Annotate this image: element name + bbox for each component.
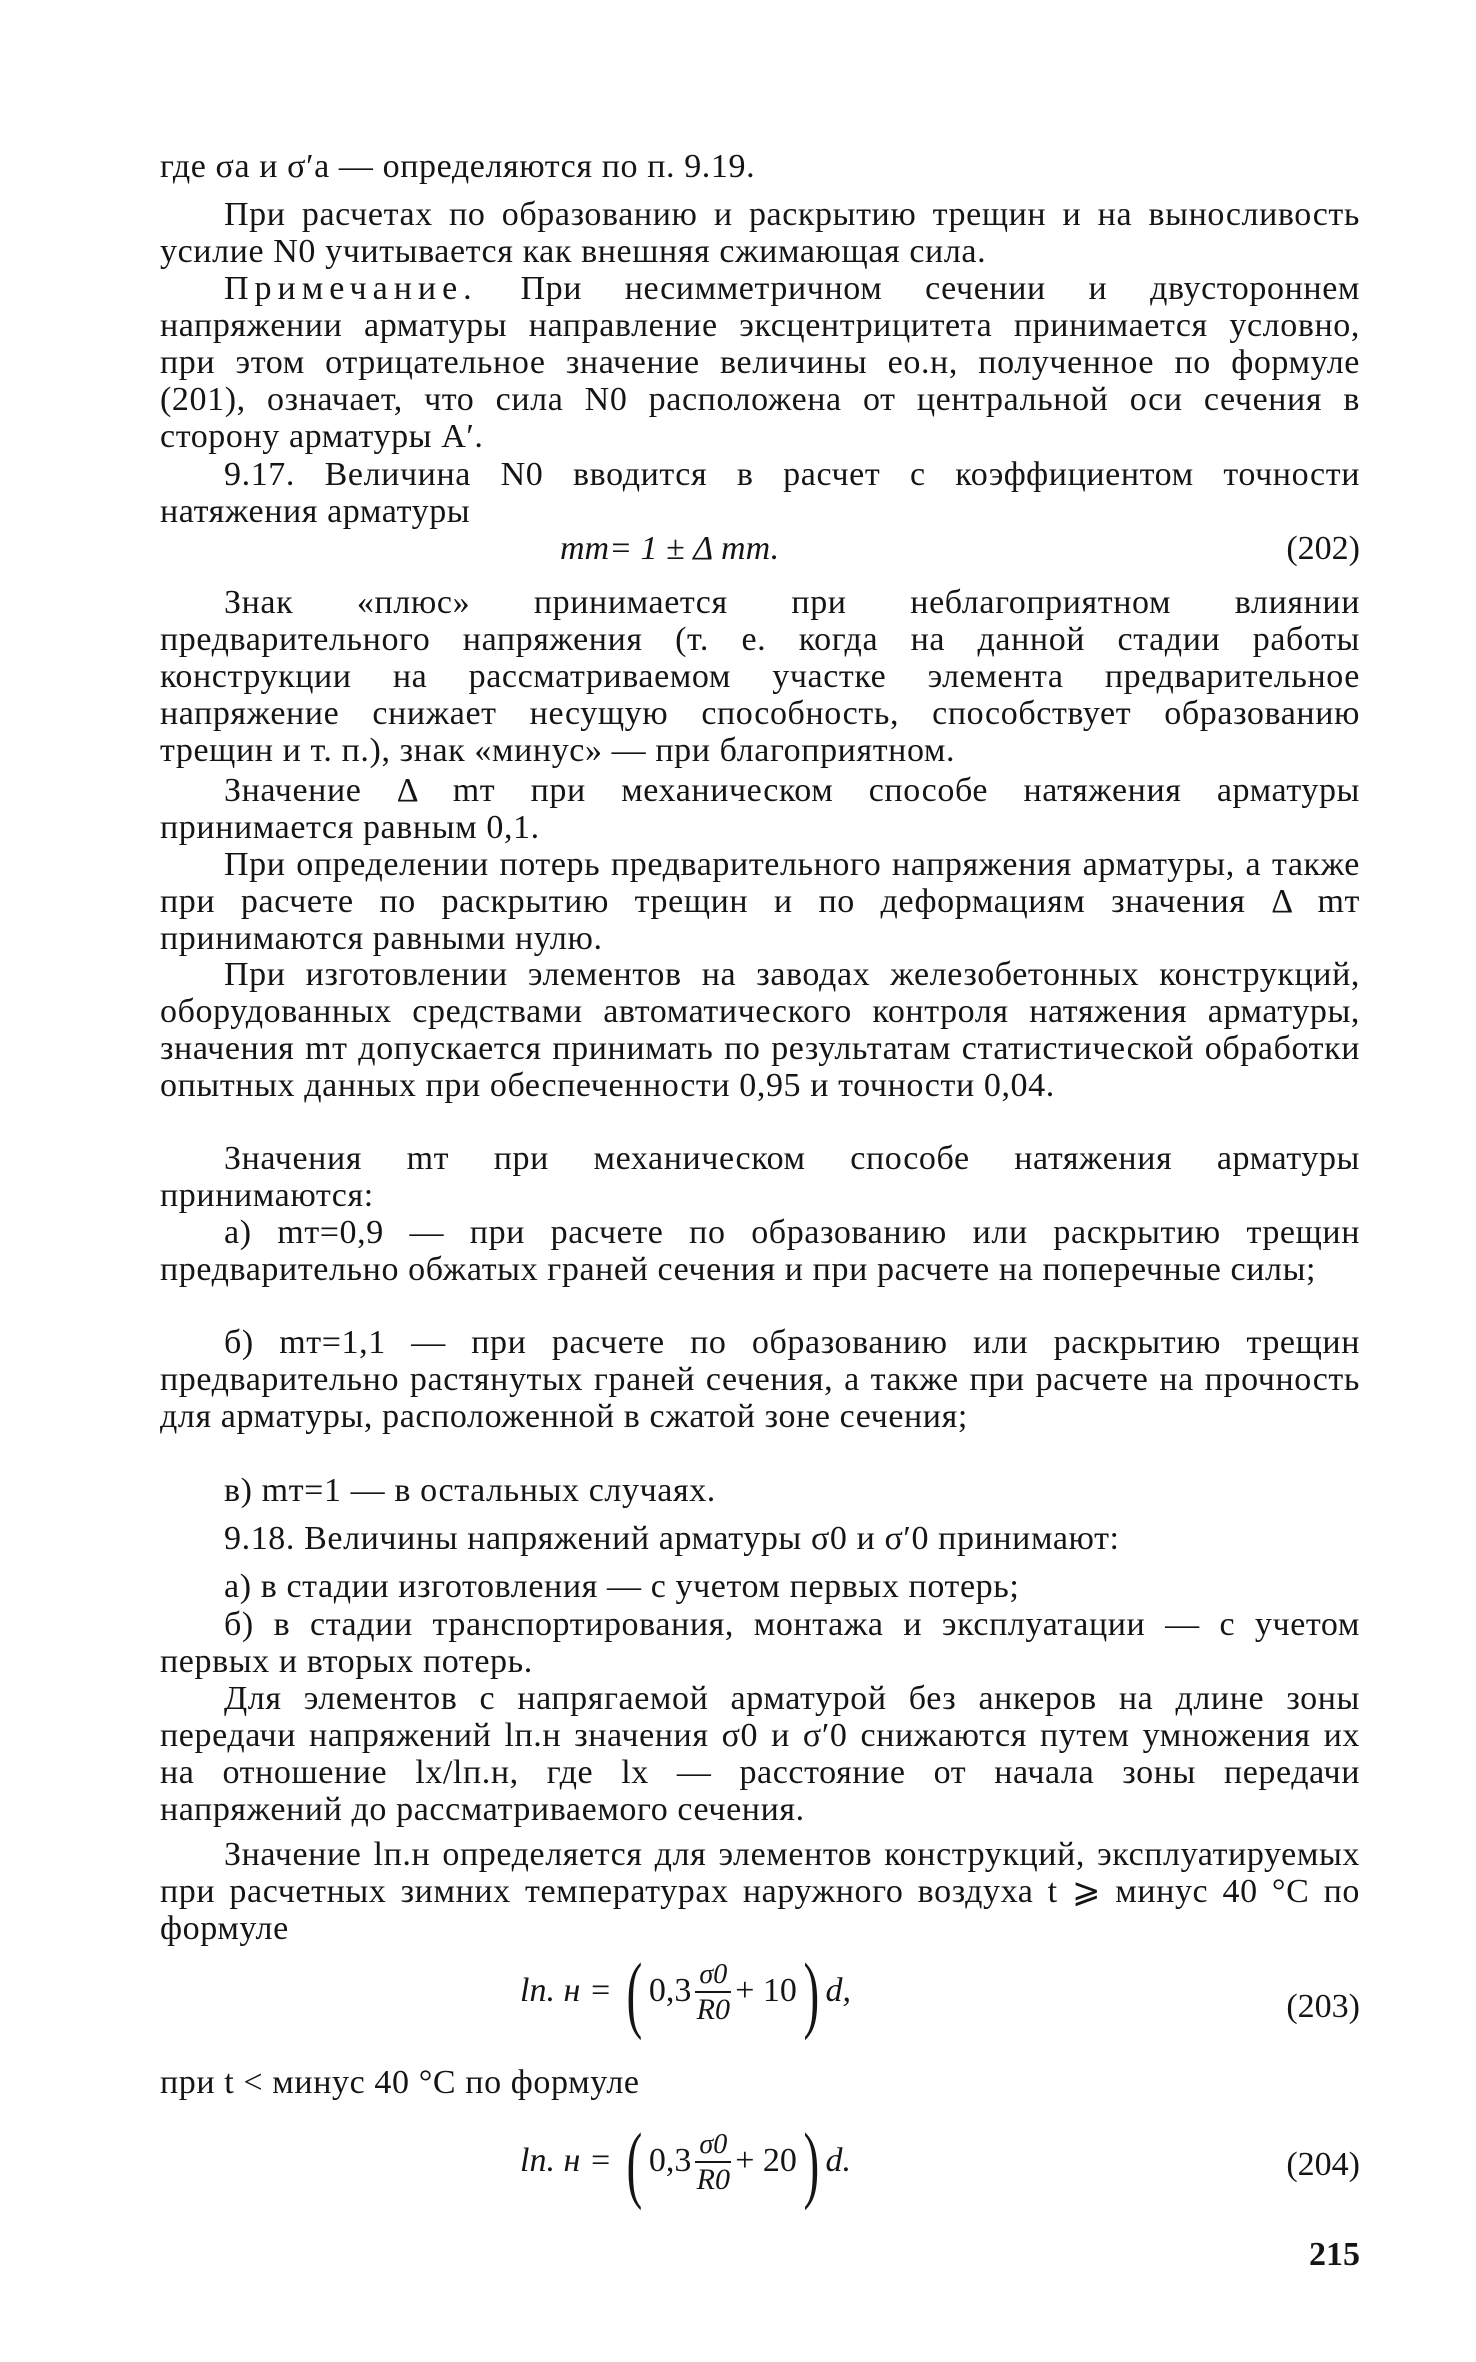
paragraph-calculation-force: При расчетах по образованию и раскрытию трещин и на выносливость усилие N0 учитывается как внешняя сжимающая сила. bbox=[160, 196, 1360, 270]
list-item-stage-a: а) в стадии изготовления — с учетом первых потерь; bbox=[224, 1568, 1020, 1605]
fraction-203-numerator: σ0 bbox=[695, 1959, 731, 1993]
right-paren: ) bbox=[803, 2115, 820, 2211]
paragraph-sigma-reference: где σa и σ′a — определяются по п. 9.19. bbox=[160, 148, 756, 185]
formula-204-coef: 0,3 bbox=[648, 2141, 692, 2179]
note-text: При несимметричном сечении и двустороннем напряжении арматуры направление эксцентрицитета принимается условно, при этом отрицательное значение величины eо.н, полученное по формуле (201), означает, что сила N0 расположена от центральной оси сечения в сторону арматуры A′. bbox=[160, 270, 1360, 455]
left-paren: ( bbox=[626, 2115, 643, 2211]
paragraph-lpn: Значение lп.н определяется для элементов конструкций, эксплуатируемых при расчетных зимних температурах наружного воздуха t ⩾ минус 40 °С по формуле bbox=[160, 1836, 1360, 1947]
list-item-a: а) mт=0,9 — при расчете по образованию или раскрытию трещин предварительно обжатых граней сечения и при расчете на поперечные силы; bbox=[160, 1214, 1360, 1288]
formula-203-tail: d, bbox=[825, 1971, 852, 2009]
fraction-204 bbox=[695, 2129, 731, 2197]
paragraph-9-17: 9.17. Величина N0 вводится в расчет с коэффициентом точности натяжения арматуры bbox=[160, 456, 1360, 530]
paragraph-9-18: 9.18. Величины напряжений арматуры σ0 и σ′0 принимают: bbox=[224, 1520, 1120, 1557]
equation-number-204: (204) bbox=[1286, 2146, 1360, 2183]
list-item-stage-b: б) в стадии транспортирования, монтажа и эксплуатации — с учетом первых и вторых потерь. bbox=[160, 1606, 1360, 1680]
fraction-204-denominator: R0 bbox=[696, 2163, 730, 2196]
formula-203-add: + 10 bbox=[735, 1971, 797, 2009]
paragraph-values-mt: Значения mт при механическом способе натяжения арматуры принимаются: bbox=[160, 1140, 1360, 1214]
list-item-c: в) mт=1 — в остальных случаях. bbox=[224, 1472, 716, 1509]
paragraph-anchors: Для элементов с напрягаемой арматурой без анкеров на длине зоны передачи напряжений lп.н значения σ0 и σ′0 снижаются путем умножения их на отношение lx/lп.н, где lx — расстояние от начала зоны передачи напряжений до рассматриваемого сечения. bbox=[160, 1680, 1360, 1828]
paragraph-below-minus-40: при t < минус 40 °С по формуле bbox=[160, 2064, 640, 2101]
equation-number-203: (203) bbox=[1286, 1988, 1360, 2025]
formula-203 bbox=[520, 1945, 852, 2041]
note-label: Примечание. bbox=[224, 270, 478, 307]
right-paren: ) bbox=[803, 1945, 820, 2041]
formula-203-lhs: lп. н = bbox=[520, 1971, 612, 2009]
paragraph-factories: При изготовлении элементов на заводах железобетонных конструкций, оборудованных средствами автоматического контроля натяжения арматуры, значения mт допускается принимать по результатам статистической обработки опытных данных при обеспеченности 0,95 и точности 0,04. bbox=[160, 956, 1360, 1104]
equation-number-202: (202) bbox=[1286, 530, 1360, 567]
fraction-204-numerator: σ0 bbox=[695, 2129, 731, 2163]
formula-204 bbox=[520, 2115, 852, 2211]
paragraph-note bbox=[160, 270, 1360, 455]
paragraph-losses: При определении потерь предварительного напряжения арматуры, а также при расчете по раскрытию трещин и по деформациям значения Δ mт принимаются равными нулю. bbox=[160, 846, 1360, 957]
fraction-203-denominator: R0 bbox=[696, 1993, 730, 2026]
fraction-203 bbox=[695, 1959, 731, 2027]
formula-202: mт= 1 ± Δ mт. bbox=[560, 530, 780, 567]
formula-204-lhs: lп. н = bbox=[520, 2141, 612, 2179]
left-paren: ( bbox=[626, 1945, 643, 2041]
paragraph-delta-value: Значение Δ mт при механическом способе натяжения арматуры принимается равным 0,1. bbox=[160, 772, 1360, 846]
formula-204-add: + 20 bbox=[735, 2141, 797, 2179]
formula-204-tail: d. bbox=[825, 2141, 852, 2179]
formula-203-coef: 0,3 bbox=[648, 1971, 692, 2009]
list-item-b: б) mт=1,1 — при расчете по образованию или раскрытию трещин предварительно растянутых граней сечения, а также при расчете на прочность для арматуры, расположенной в сжатой зоне сечения; bbox=[160, 1324, 1360, 1435]
paragraph-plus-sign: Знак «плюс» принимается при неблагоприятном влиянии предварительного напряжения (т. е. когда на данной стадии работы конструкции на рассматриваемом участке элемента предварительное напряжение снижает несущую способность, способствует образованию трещин и т. п.), знак «минус» — при благоприятном. bbox=[160, 584, 1360, 769]
page-number: 215 bbox=[1309, 2236, 1360, 2273]
